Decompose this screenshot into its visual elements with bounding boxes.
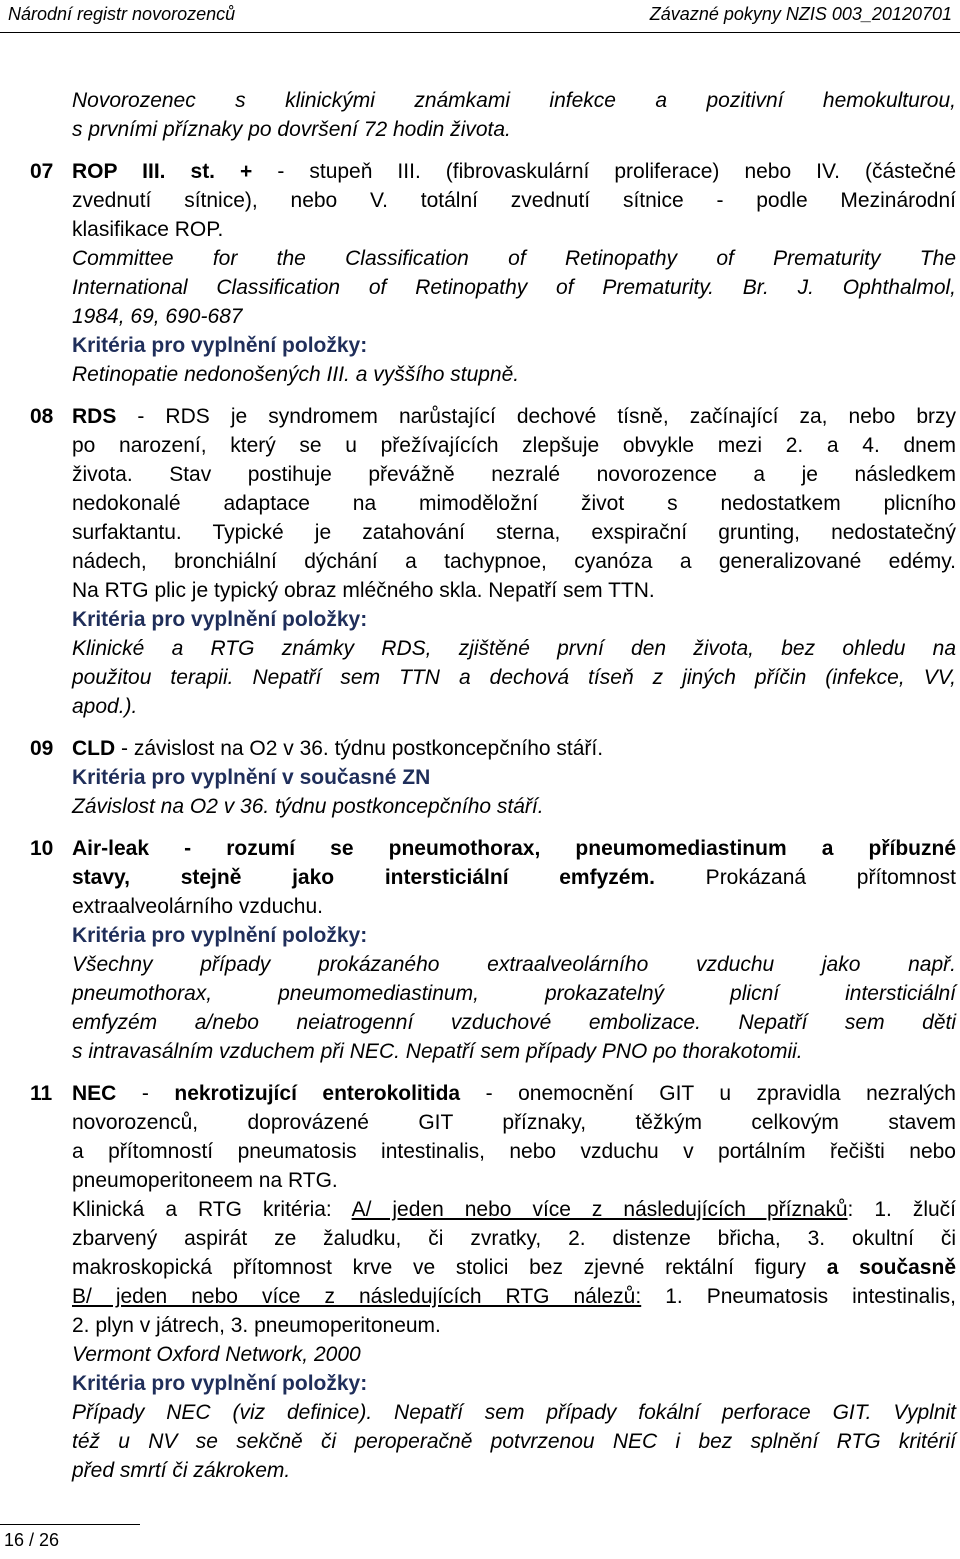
s07-line: klasifikace ROP.: [72, 218, 224, 241]
s11-ref: Vermont Oxford Network, 2000: [72, 1343, 361, 1366]
s08-criteria: Klinické a RTG známky RDS, zjištěné první den života, bez ohledu na: [72, 637, 956, 660]
s07-ref: 1984, 69, 690-687: [72, 305, 243, 328]
s08-criteria: použitou terapii. Nepatří sem TTN a dechová tíseň z jiných příčin (infekce, VV,: [72, 666, 956, 689]
s11-line: NEC - nekrotizující enterokolitida - onemocnění GIT u zpravidla nezralých: [72, 1082, 956, 1105]
s08-line: nedokonalé adaptace na mimoděložní život s nedostatkem plicního: [72, 492, 956, 515]
item-number-10: 10: [30, 837, 54, 860]
s08-line: surfaktantu. Typické je zatahování sterna, exspirační grunting, nedostatečný: [72, 521, 956, 544]
s08-line: života. Stav postihuje převážně nezralé novorozence a je následkem: [72, 463, 956, 486]
s11-line: B/ jeden nebo více z následujících RTG nálezů: 1. Pneumatosis intestinalis,: [72, 1285, 956, 1308]
s07-ref: Committee for the Classification of Retinopathy of Prematurity The: [72, 247, 956, 270]
s11-criteria: Případy NEC (viz definice). Nepatří sem případy fokální perforace GIT. Vyplnit: [72, 1401, 956, 1424]
s10-criteria: emfyzém a/nebo neiatrogenní vzduchové embolizace. Nepatří sem děti: [72, 1011, 956, 1034]
s11-criteria-clinical: Klinická a RTG kritéria: A/ jeden nebo více z následujících příznaků: 1. žlučí: [72, 1198, 956, 1221]
s10-criteria: Všechny případy prokázaného extraalveolárního vzduchu jako např.: [72, 953, 956, 976]
s08-line: Na RTG plic je typický obraz mléčného skla. Nepatří sem TTN.: [72, 579, 655, 602]
s09-line: CLD - závislost na O2 v 36. týdnu postkoncepčního stáří.: [72, 737, 604, 760]
s11-criteria: též u NV se sekčně či peroperačně potvrzenou NEC i bez splnění RTG kritérií: [72, 1430, 956, 1453]
footer-rule: [0, 1524, 140, 1525]
page-header: [0, 0, 960, 30]
s07-ref: International Classification of Retinopathy of Prematurity. Br. J. Ophthalmol,: [72, 276, 956, 299]
s10-criteria: pneumothorax, pneumomediastinum, prokazatelný plicní intersticiální: [72, 982, 956, 1005]
s08-line: po narození, který se u přežívajících zlepšuje obvykle mezi 2. a 4. dnem: [72, 434, 956, 457]
page-number: 16 / 26: [4, 1530, 60, 1550]
s10-line: Air-leak - rozumí se pneumothorax, pneumomediastinum a příbuzné: [72, 837, 956, 860]
s07-line: zvednutí sítnice), nebo V. totální zvednutí sítnice - podle Mezinárodní: [72, 189, 956, 212]
s11-line: novorozenců, doprovázené GIT příznaky, těžkým celkovým stavem: [72, 1111, 956, 1134]
header-left: Národní registr novorozenců: [8, 4, 236, 24]
intro-line: Novorozenec s klinickými známkami infekce a pozitivní hemokulturou,: [72, 89, 956, 112]
criteria-heading: Kritéria pro vyplnění v současné ZN: [72, 766, 431, 789]
s09-criteria: Závislost na O2 v 36. týdnu postkoncepčního stáří.: [72, 795, 544, 818]
item-number-07: 07: [30, 160, 54, 183]
s10-criteria: s intravasálním vzduchem při NEC. Nepatří sem případy PNO po thorakotomii.: [72, 1040, 803, 1063]
s11-criteria: před smrtí či zákrokem.: [72, 1459, 291, 1482]
s10-line: extraalveolárního vzduchu.: [72, 895, 323, 918]
criteria-heading: Kritéria pro vyplnění položky:: [72, 1372, 368, 1395]
s11-line: pneumoperitoneem na RTG.: [72, 1169, 338, 1192]
criteria-heading: Kritéria pro vyplnění položky:: [72, 334, 368, 357]
s08-line: RDS - RDS je syndromem narůstající dechové tísně, začínající za, nebo brzy: [72, 405, 956, 428]
s07-line: ROP III. st. + - stupeň III. (fibrovaskulární proliferace) nebo IV. (částečné: [72, 160, 956, 183]
criteria-heading: Kritéria pro vyplnění položky:: [72, 608, 368, 631]
item-number-11: 11: [30, 1082, 53, 1105]
header-right: Závazné pokyny NZIS 003_20120701: [649, 4, 952, 24]
s10-line: stavy, stejně jako intersticiální emfyzém. Prokázaná přítomnost: [72, 866, 956, 889]
intro-line: s prvními příznaky po dovršení 72 hodin života.: [72, 118, 511, 141]
s11-line: a přítomností pneumatosis intestinalis, nebo vzduchu v portálním řečišti nebo: [72, 1140, 956, 1163]
s11-line: makroskopická přítomnost krve ve stolici bez zjevné rektální figury a současně: [72, 1256, 956, 1279]
s11-line: zbarvený aspirát ze žaludku, či zvratky, 2. distenze břicha, 3. okultní či: [72, 1227, 956, 1250]
item-number-08: 08: [30, 405, 54, 428]
s07-criteria: Retinopatie nedonošených III. a vyššího stupně.: [72, 363, 520, 386]
s08-line: nádech, bronchiální dýchání a tachypnoe, cyanóza a generalizované edémy.: [72, 550, 956, 573]
criteria-heading: Kritéria pro vyplnění položky:: [72, 924, 368, 947]
s11-line: 2. plyn v játrech, 3. pneumoperitoneum.: [72, 1314, 441, 1337]
s08-criteria: apod.).: [72, 695, 138, 718]
header-rule: [0, 32, 960, 33]
item-number-09: 09: [30, 737, 54, 760]
